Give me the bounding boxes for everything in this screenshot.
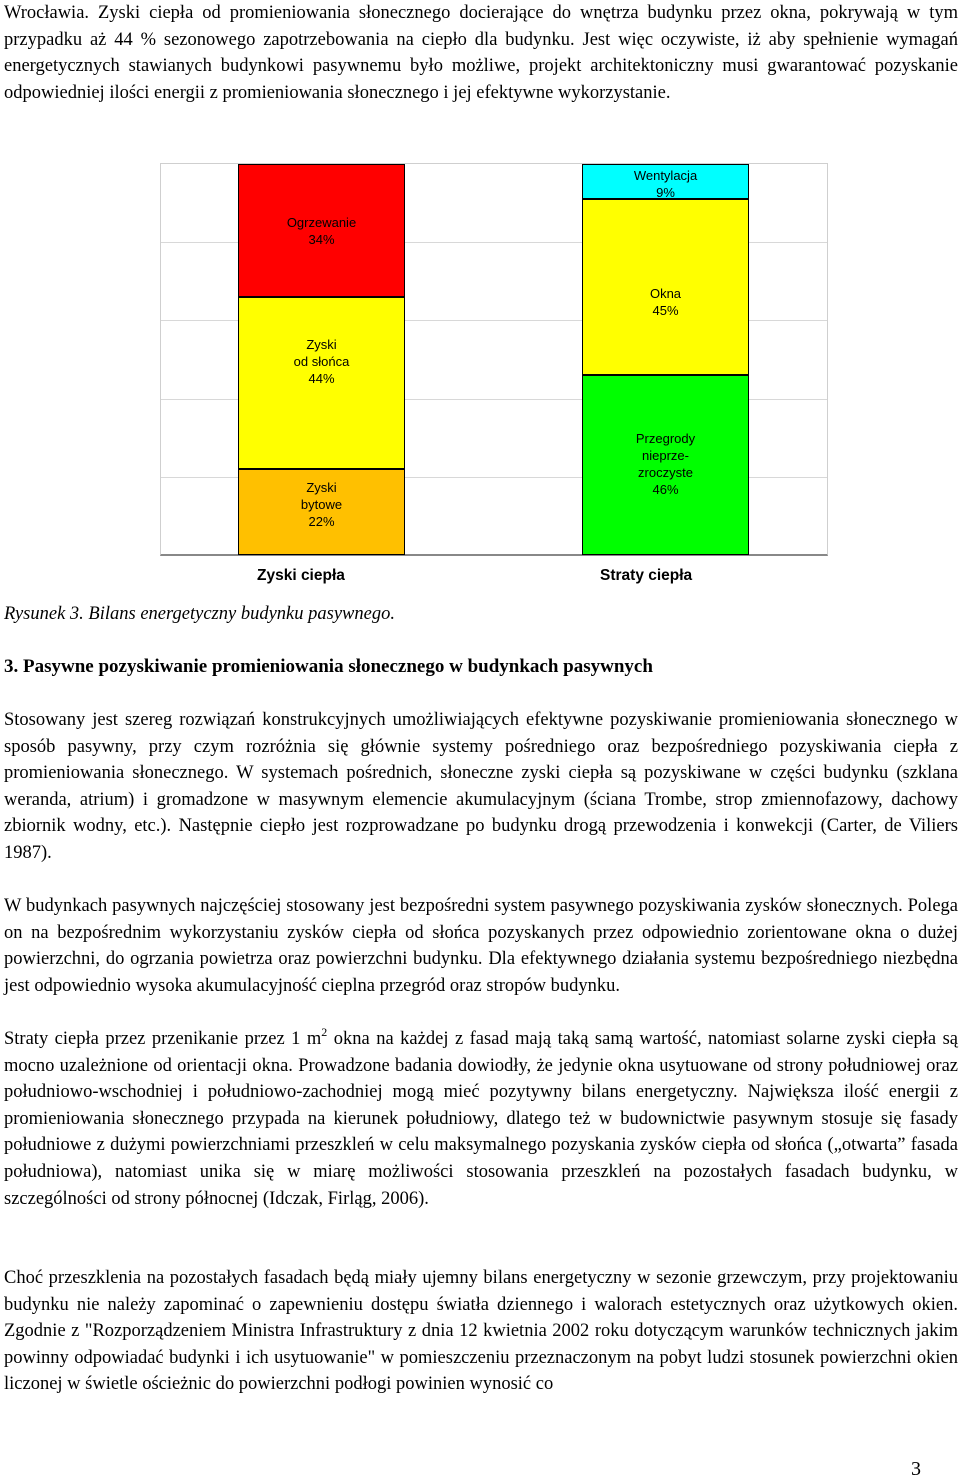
- section-heading: 3. Pasywne pozyskiwanie promieniowania słonecznego w budynkach pasywnych: [4, 656, 653, 677]
- paragraph-3: [4, 1026, 958, 1212]
- bar-segment: [238, 164, 405, 297]
- bar-segment-label: Wentylacja 9%: [633, 168, 698, 200]
- paragraph-4: Choć przeszklenia na pozostałych fasadach będą miały ujemny bilans energetyczny w sezonie grzewczym, przy projektowaniu budynku nie należy zapominać o zapewnieniu dostępu światła dziennego i walorach estetycznych oraz użytkowych okien. Zgodnie z "Rozporządzeniem Ministra Infrastruktury z dnia 12 kwietnia 2002 roku dotyczącym warunków technicznych jakim powinny odpowiadać budynki i ich usytuowanie" w pomieszczeniu przeznaczonym na pobyt ludzi stosunek powierzchni okien liczonej w świetle ościeżnic do powierzchni podłogi powinien wynosić co: [4, 1268, 958, 1395]
- bar-segment-label: Zyski od słońca 44%: [293, 336, 350, 386]
- page-number: 3: [911, 1458, 921, 1480]
- figure-caption: Rysunek 3. Bilans energetyczny budynku pasywnego.: [4, 604, 395, 624]
- bar-segment-label: Przegrody nieprze- zroczyste 46%: [635, 431, 696, 498]
- paragraph-2: W budynkach pasywnych najczęściej stosowany jest bezpośredni system pasywnego pozyskiwania zysków słonecznych. Polega on na bezpośrednim wykorzystaniu zysków ciepła od słońca pozyskanych przez odpowiednio zorientowane okna o dużej powierzchni, do ogrzania powietrza oraz powierzchni budynku. Dla efektywnego działania systemu bezpośredniego niezbędna jest odpowiednio wysoka akumulacyjność cieplna przegród oraz stropów budynku.: [4, 896, 958, 996]
- bar-segment-label: Ogrzewanie 34%: [286, 215, 357, 248]
- paragraph-3-text-end: okna na każdej z fasad mają taką samą wartość, natomiast solarne zyski ciepła są mocno uzależnione od orientacji okna. Prowadzone badania dowiodły, że jedynie okna usytuowane od strony południowej oraz południowo-wschodniej i południowo-zachodniej mogą mieć pozytywny bilans energetyczny. Największa ilość energii z promieniowania słonecznego przypada na kierunek południowy, dlatego też w budownictwie pasywnym stosuje się fasady południowe z dużymi powierzchniami przeszkleń w celu maksymalnego pozyskania zysków ciepła od słońca („otwarta” fasada południowa), natomiast unika się w miarę możliwości stosowania przeszkleń na pozostałych fasadach budynku, w szczególności od strony północnej (Idczak, Firląg, 2006).: [4, 1029, 958, 1209]
- x-axis-category-label: Straty ciepła: [600, 567, 693, 584]
- x-axis-category-label: Zyski ciepła: [257, 567, 345, 584]
- superscript-2: 2: [321, 1025, 328, 1039]
- intro-paragraph: Wrocławia. Zyski ciepła od promieniowania słonecznego docierające do wnętrza budynku przez okna, pokrywają w tym przypadku aż 44 % sezonowego zapotrzebowania na ciepło dla budynku. Jest więc oczywiste, iż aby spełnienie wymagań energetycznych stawianych budynkowi pasywnemu było możliwe, projekt architektoniczny musi gwarantować pozyskanie odpowiedniej ilości energii z promieniowania słonecznego i jej efektywne wykorzystanie.: [4, 3, 958, 103]
- paragraph-1: Stosowany jest szereg rozwiązań konstrukcyjnych umożliwiających efektywne pozyskiwanie promieniowania słonecznego w sposób pasywny, przy czym rozróżnia się głównie systemy pośredniego oraz bezpośredniego pozyskiwania ciepła z promieniowania słonecznego. W systemach pośrednich, słoneczne zyski ciepła są pozyskiwane w części budynku (szklana weranda, atrium) i gromadzone w masywnym elemencie akumulacyjnym (ściana Trombe, strop zmiennofazowy, dachowy zbiornik wodny, etc.). Następnie ciepło jest rozprowadzane po budynku drogą przewodzenia i konwekcji (Carter, de Viliers 1987).: [4, 710, 958, 863]
- bar-segment: [238, 469, 405, 555]
- bar-segment: [582, 375, 749, 555]
- bar-segment-label: Zyski bytowe 22%: [300, 479, 343, 529]
- bar-segment: [582, 199, 749, 375]
- bar-segment: [238, 297, 405, 469]
- paragraph-3-text-start: Straty ciepła przez przenikanie przez 1 m: [4, 1029, 322, 1049]
- bar-segment: [582, 164, 749, 199]
- bar-segment-label: Okna 45%: [649, 286, 682, 319]
- energy-balance-chart: [160, 163, 828, 556]
